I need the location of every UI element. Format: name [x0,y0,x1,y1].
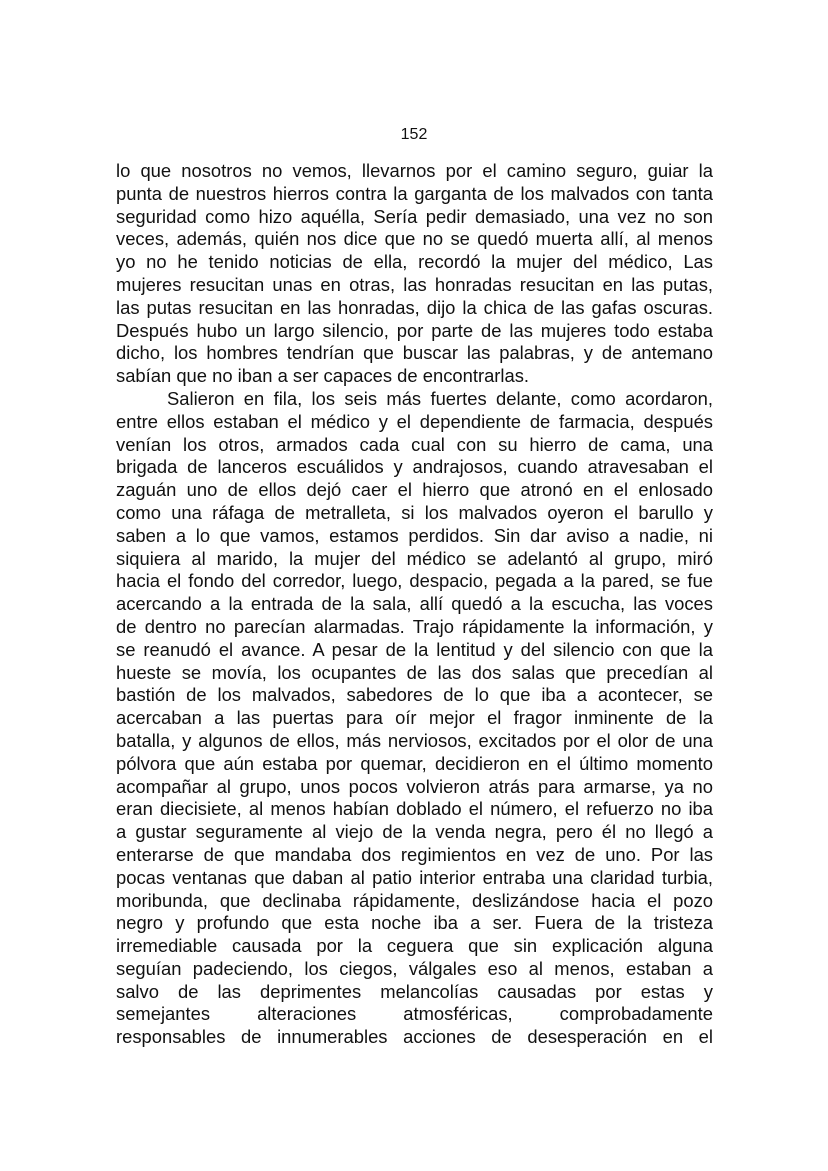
paragraph-2 [116,388,713,1049]
text-line: hueste se movía, los ocupantes de las dos salas que precedían al [116,661,713,683]
text-line: enterarse de que mandaba dos regimientos en vez de uno. Por las [116,843,713,865]
text-line: pocas ventanas que daban al patio interior entraba una claridad turbia, [116,866,713,888]
text-line: batalla, y algunos de ellos, más nerviosos, excitados por el olor de una [116,729,713,751]
text-line: entre ellos estaban el médico y el dependiente de farmacia, después [116,410,713,432]
text-line: acercaban a las puertas para oír mejor el fragor inminente de la [116,707,713,729]
text-line: sabían que no iban a ser capaces de encontrarlas. [116,365,530,387]
text-line: negro y profundo que esta noche iba a ser. Fuera de la tristeza [116,912,713,934]
page-number: 152 [400,126,428,143]
text-line: irremediable causada por la ceguera que sin explicación alguna [116,935,713,957]
text-line: de dentro no parecían alarmadas. Trajo rápidamente la información, y [116,615,713,637]
text-line: salvo de las deprimentes melancolías causadas por estas y [116,980,713,1002]
text-line: hacia el fondo del corredor, luego, despacio, pegada a la pared, se fue [116,570,713,592]
text-line: seguían padeciendo, los ciegos, válgales eso al menos, estaban a [116,957,713,979]
text-line: semejantes alteraciones atmosféricas, comprobadamente [116,1003,713,1025]
text-line: como una ráfaga de metralleta, si los malvados oyeron el barullo y [116,501,713,523]
text-line: Salieron en fila, los seis más fuertes delante, como acordaron, [167,387,713,409]
text-line: responsables de innumerables acciones de desesperación en el [116,1026,713,1048]
text-line: venían los otros, armados cada cual con su hierro de cama, una [116,433,713,455]
text-line: moribunda, que declinaba rápidamente, deslizándose hacia el pozo [116,889,713,911]
text-body [116,160,713,1049]
text-line: brigada de lanceros escuálidos y andrajosos, cuando atravesaban el [116,456,713,478]
text-line: seguridad como hizo aquélla, Sería pedir demasiado, una vez no son [116,205,713,227]
text-line: siquiera al marido, la mujer del médico se adelantó al grupo, miró [116,547,713,569]
paragraph-1 [116,160,713,388]
text-line: acercando a la entrada de la sala, allí quedó a la escucha, las voces [116,593,713,615]
text-line: Después hubo un largo silencio, por parte de las mujeres todo estaba [116,319,713,341]
text-line: veces, además, quién nos dice que no se quedó muerta allí, al menos [116,228,713,250]
text-line: mujeres resucitan unas en otras, las honradas resucitan en las putas, [116,273,713,295]
text-line: acompañar al grupo, unos pocos volvieron atrás para armarse, ya no [116,775,713,797]
text-line: bastión de los malvados, sabedores de lo que iba a acontecer, se [116,684,713,706]
text-line: las putas resucitan en las honradas, dijo la chica de las gafas oscuras. [116,296,713,318]
text-line: se reanudó el avance. A pesar de la lentitud y del silencio con que la [116,638,713,660]
text-line: pólvora que aún estaba por quemar, decidieron en el último momento [116,752,713,774]
text-line: eran diecisiete, al menos habían doblado el número, el refuerzo no iba [116,798,713,820]
text-line: dicho, los hombres tendrían que buscar las palabras, y de antemano [116,342,713,364]
text-line: yo no he tenido noticias de ella, recordó la mujer del médico, Las [116,251,713,273]
text-line: punta de nuestros hierros contra la garganta de los malvados con tanta [116,182,713,204]
text-line: saben a lo que vamos, estamos perdidos. Sin dar aviso a nadie, ni [116,524,713,546]
text-line: a gustar seguramente al viejo de la venda negra, pero él no llegó a [116,821,713,843]
text-line: lo que nosotros no vemos, llevarnos por el camino seguro, guiar la [116,160,713,181]
text-line: zaguán uno de ellos dejó caer el hierro que atronó en el enlosado [116,479,713,501]
